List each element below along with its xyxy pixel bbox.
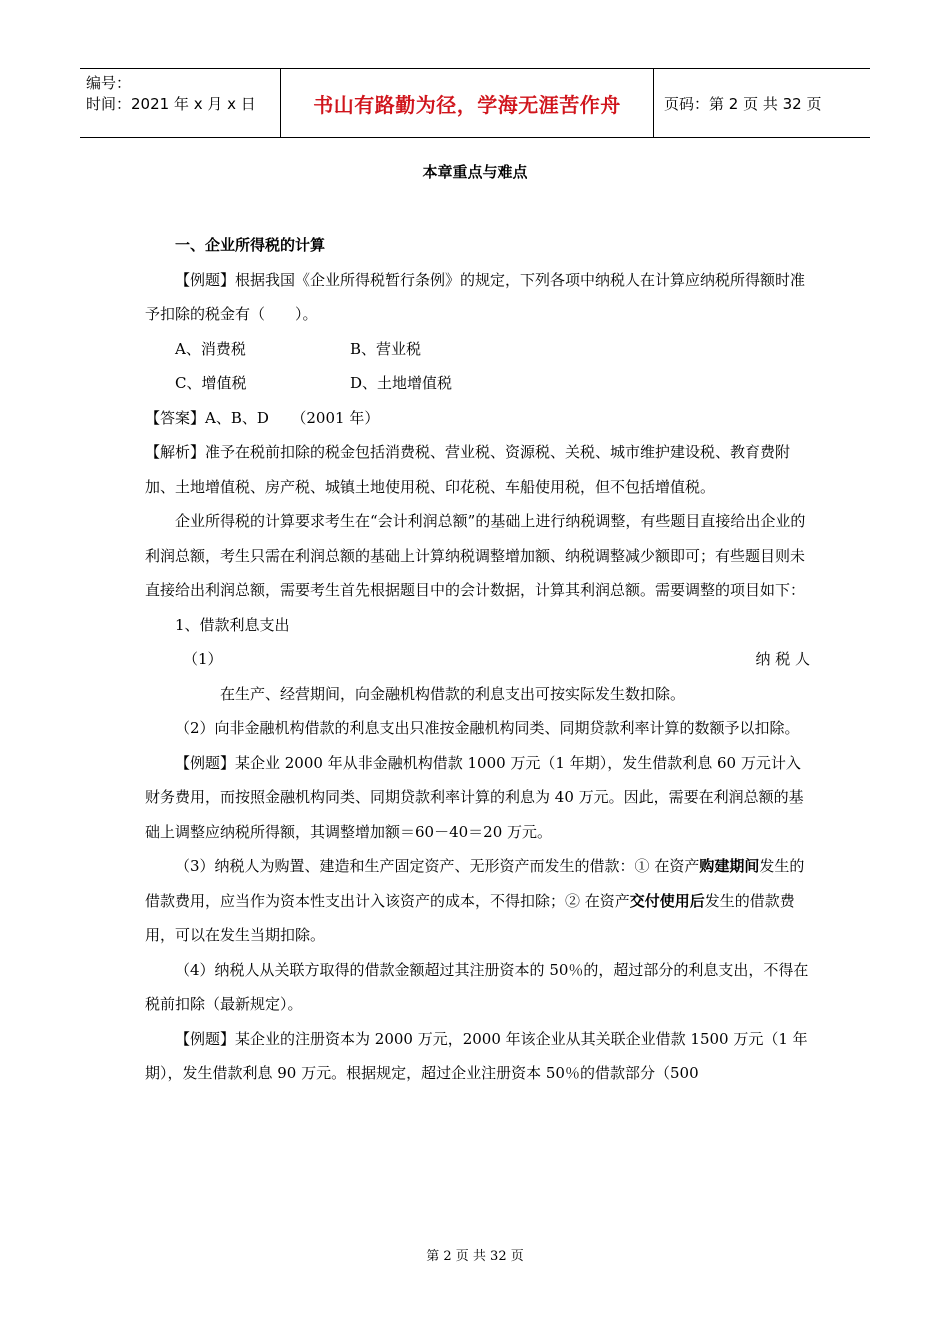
sub-item-1-number: （1） <box>183 650 223 668</box>
sub-item-3-part-c: 发生的借款费用，应当作为资本性支出计入该资产的成本，不得扣除；② 在资产 <box>145 857 805 910</box>
option-a: A、消费税 <box>175 339 246 358</box>
sub-item-3-bold-1: 购建期间 <box>699 857 760 875</box>
document-body <box>145 228 810 1091</box>
sub-item-1-line <box>145 642 810 677</box>
page-header <box>80 68 870 138</box>
page-title: 本章重点与难点 <box>422 163 528 181</box>
sub-item-4: （4）纳税人从关联方取得的借款金额超过其注册资本的 50％的，超过部分的利息支出，不得在税前扣除（最新规定）。 <box>145 960 809 1013</box>
sub-item-3 <box>145 849 810 953</box>
page-footer: 第 2 页 共 32 页 <box>426 1249 524 1264</box>
time-label: 时间：2021 年 x 月 x 日 <box>86 95 256 113</box>
header-page-info: 页码：第 2 页 共 32 页 <box>664 94 822 113</box>
header-meta <box>80 69 280 137</box>
explanation: 【解析】准予在税前扣除的税金包括消费税、营业税、资源税、关税、城市维护建设税、教育费附加、土地增值税、房产税、城镇土地使用税、印花税、车船使用税，但不包括增值税。 <box>145 443 791 496</box>
option-d: D、土地增值税 <box>350 374 453 392</box>
example-3: 【例题】某企业的注册资本为 2000 万元，2000 年该企业从其关联企业借款 1500 万元（1 年期），发生借款利息 90 万元。根据规定，超过企业注册资本 50％的借款部分（500 <box>145 1029 808 1082</box>
answer: 【答案】A、B、D （2001 年） <box>145 408 380 427</box>
sub-item-1-text: 在生产、经营期间，向金融机构借款的利息支出可按实际发生数扣除。 <box>220 684 686 703</box>
sub-item-1-word: 纳 税 人 <box>755 650 810 668</box>
example-question: 【例题】根据我国《企业所得税暂行条例》的规定，下列各项中纳税人在计算应纳税所得额时准予扣除的税金有（ ）。 <box>145 270 806 323</box>
section-heading: 一、企业所得税的计算 <box>175 236 326 254</box>
sub-item-3-bold-2: 交付使用后 <box>629 891 705 910</box>
sub-item-2: （2）向非金融机构借款的利息支出只准按金融机构同类、同期贷款利率计算的数额予以扣除。 <box>175 719 800 737</box>
sub-item-3-part-a: （3）纳税人为购置、建造和生产固定资产、无形资产而发生的借款：① 在资产 <box>175 857 700 875</box>
option-b: B、营业税 <box>350 339 422 358</box>
example-2: 【例题】某企业 2000 年从非金融机构借款 1000 万元（1 年期），发生借款利息 60 万元计入财务费用，而按照金融机构同类、同期贷款利率计算的利息为 40 万元。因此，需要在利润总额的基础上调整应纳税所得额，其调整增加额＝60－40＝20 万元。 <box>145 753 804 841</box>
header-motto: 书山有路勤为径，学海无涯苦作舟 <box>280 69 654 137</box>
item-heading: 1、借款利息支出 <box>175 615 290 634</box>
number-label: 编号： <box>86 74 132 92</box>
options-row-2 <box>145 366 810 401</box>
intro-paragraph: 企业所得税的计算要求考生在“会计利润总额”的基础上进行纳税调整，有些题目直接给出企业的利润总额，考生只需在利润总额的基础上计算纳税调整增加额、纳税调整减少额即可；有些题目则未直接给出利润总额，需要考生首先根据题目中的会计数据，计算其利润总额。需要调整的项目如下： <box>145 512 806 599</box>
options-row-1 <box>145 332 810 367</box>
sub-item-3-part-d: 发生的借款费用，可以在发生当期扣除。 <box>145 891 795 944</box>
option-c: C、增值税 <box>175 374 247 392</box>
